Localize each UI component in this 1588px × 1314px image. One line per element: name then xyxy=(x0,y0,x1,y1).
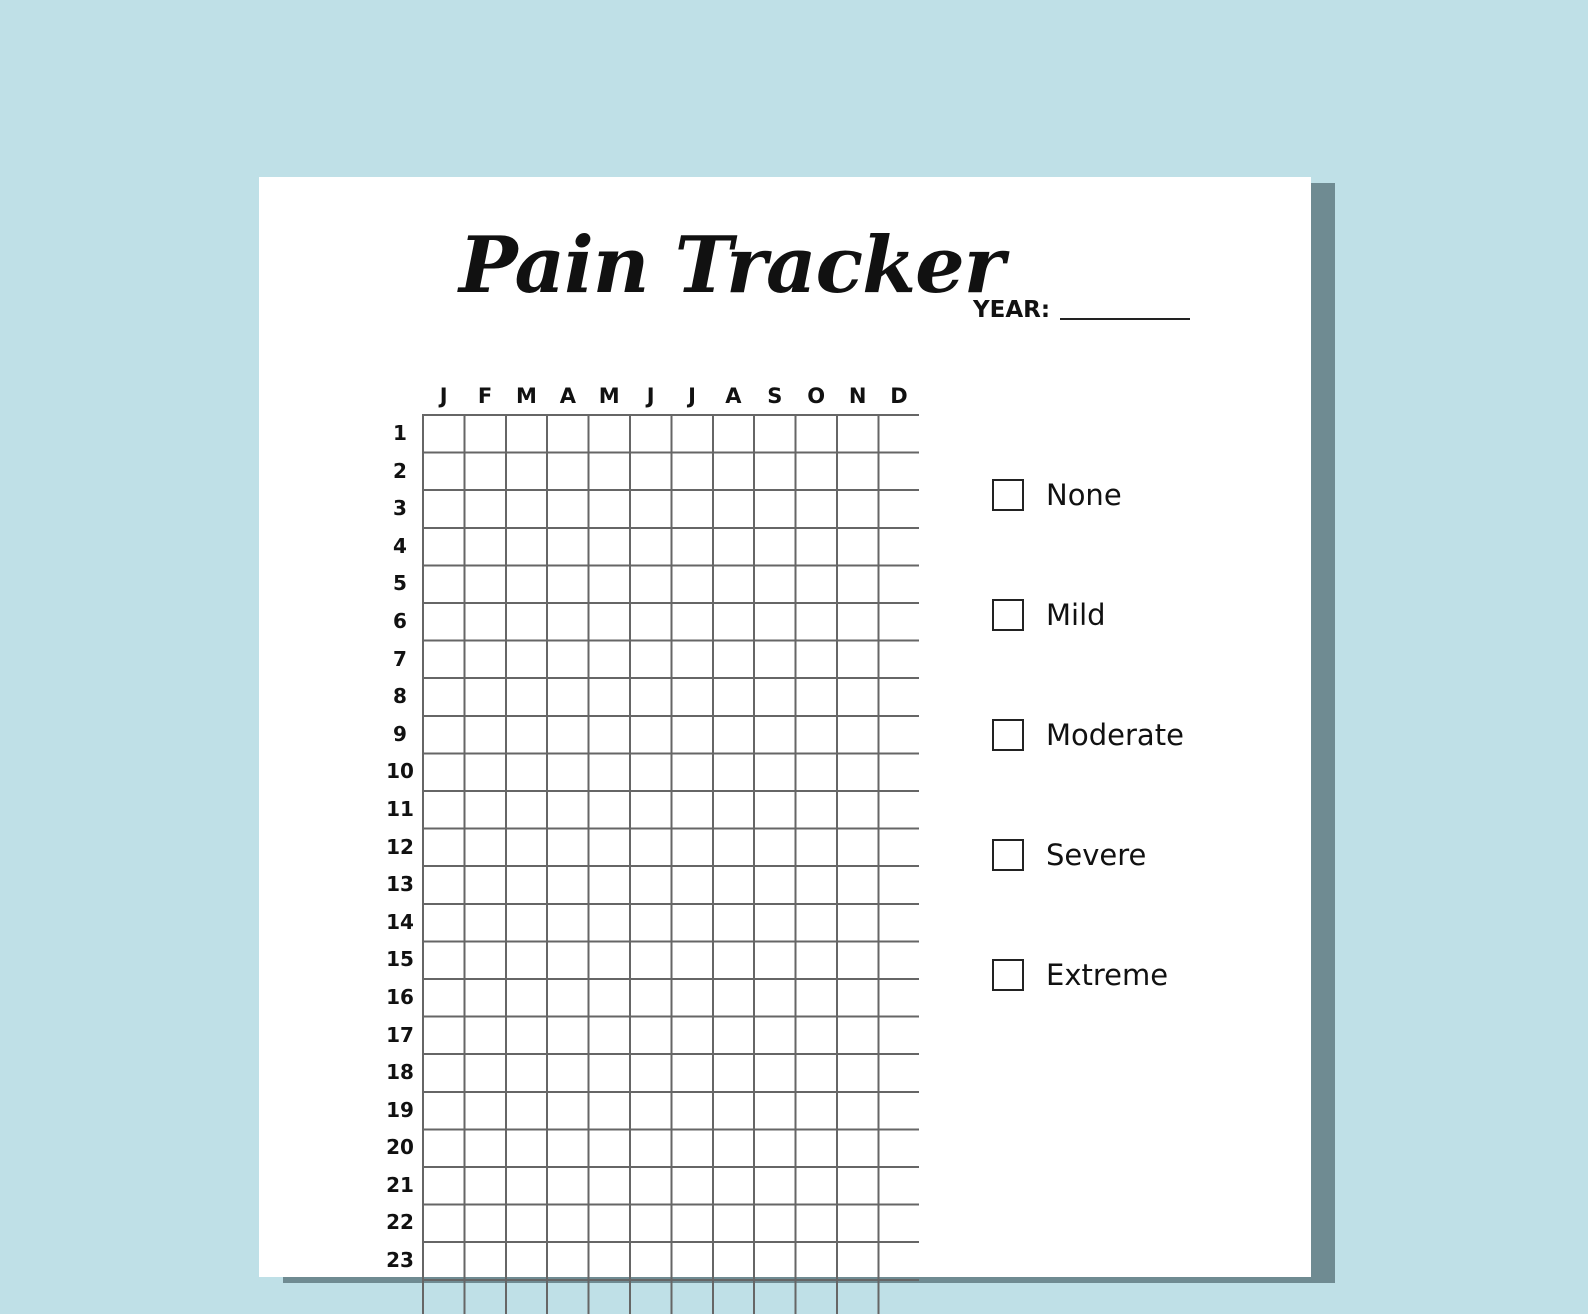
legend-item-extreme xyxy=(992,957,1184,993)
day-label: 6 xyxy=(393,608,407,633)
day-label: 11 xyxy=(386,796,414,821)
day-label: 12 xyxy=(386,834,414,859)
day-label: 7 xyxy=(393,646,407,671)
day-label: 21 xyxy=(386,1172,414,1197)
day-label: 19 xyxy=(386,1097,414,1122)
month-label: F xyxy=(477,384,493,408)
day-label: 5 xyxy=(393,571,407,596)
legend-label: Severe xyxy=(1046,838,1147,872)
legend-checkbox[interactable] xyxy=(992,599,1024,631)
pain-level-legend xyxy=(992,477,1184,1077)
month-label: J xyxy=(688,384,696,408)
month-label: J xyxy=(646,384,655,408)
day-label: 9 xyxy=(393,721,407,746)
day-label: 23 xyxy=(386,1248,414,1273)
day-label: 20 xyxy=(386,1135,414,1160)
year-label: YEAR: xyxy=(973,297,1051,323)
day-label: 16 xyxy=(386,984,414,1009)
legend-item-mild xyxy=(992,597,1184,633)
legend-label: Extreme xyxy=(1046,958,1169,992)
day-label: 22 xyxy=(386,1210,414,1235)
tracker-grid[interactable] xyxy=(422,414,919,1314)
tracker-page xyxy=(259,177,1311,1277)
month-label: M xyxy=(598,384,620,408)
month-label: M xyxy=(516,384,537,408)
day-number-column xyxy=(379,415,421,1280)
day-label: 17 xyxy=(386,1022,414,1047)
legend-label: None xyxy=(1046,478,1122,512)
day-label: 3 xyxy=(393,496,407,521)
day-label: 14 xyxy=(386,909,414,934)
day-label: 18 xyxy=(386,1060,414,1085)
year-field-line[interactable] xyxy=(1060,318,1190,320)
legend-item-moderate xyxy=(992,717,1184,753)
day-label: 4 xyxy=(393,533,407,558)
page-title: Pain Tracker xyxy=(459,220,1004,311)
day-label: 8 xyxy=(393,684,407,709)
day-label: 2 xyxy=(393,458,407,483)
month-label: J xyxy=(439,384,448,408)
month-label: N xyxy=(848,384,867,408)
legend-checkbox[interactable] xyxy=(992,479,1024,511)
legend-checkbox[interactable] xyxy=(992,719,1024,751)
legend-item-none xyxy=(992,477,1184,513)
month-label: O xyxy=(807,384,826,408)
day-label: 10 xyxy=(386,759,414,784)
legend-checkbox[interactable] xyxy=(992,839,1024,871)
day-label: 15 xyxy=(386,947,414,972)
legend-checkbox[interactable] xyxy=(992,959,1024,991)
day-label: 13 xyxy=(386,872,414,897)
legend-label: Moderate xyxy=(1046,718,1184,752)
legend-item-severe xyxy=(992,837,1184,873)
day-label: 1 xyxy=(393,421,407,445)
month-label: D xyxy=(890,384,908,408)
month-label: A xyxy=(725,384,742,408)
month-header-row xyxy=(423,384,920,410)
month-label: A xyxy=(559,384,576,408)
legend-label: Mild xyxy=(1046,598,1106,632)
month-label: S xyxy=(767,384,783,408)
